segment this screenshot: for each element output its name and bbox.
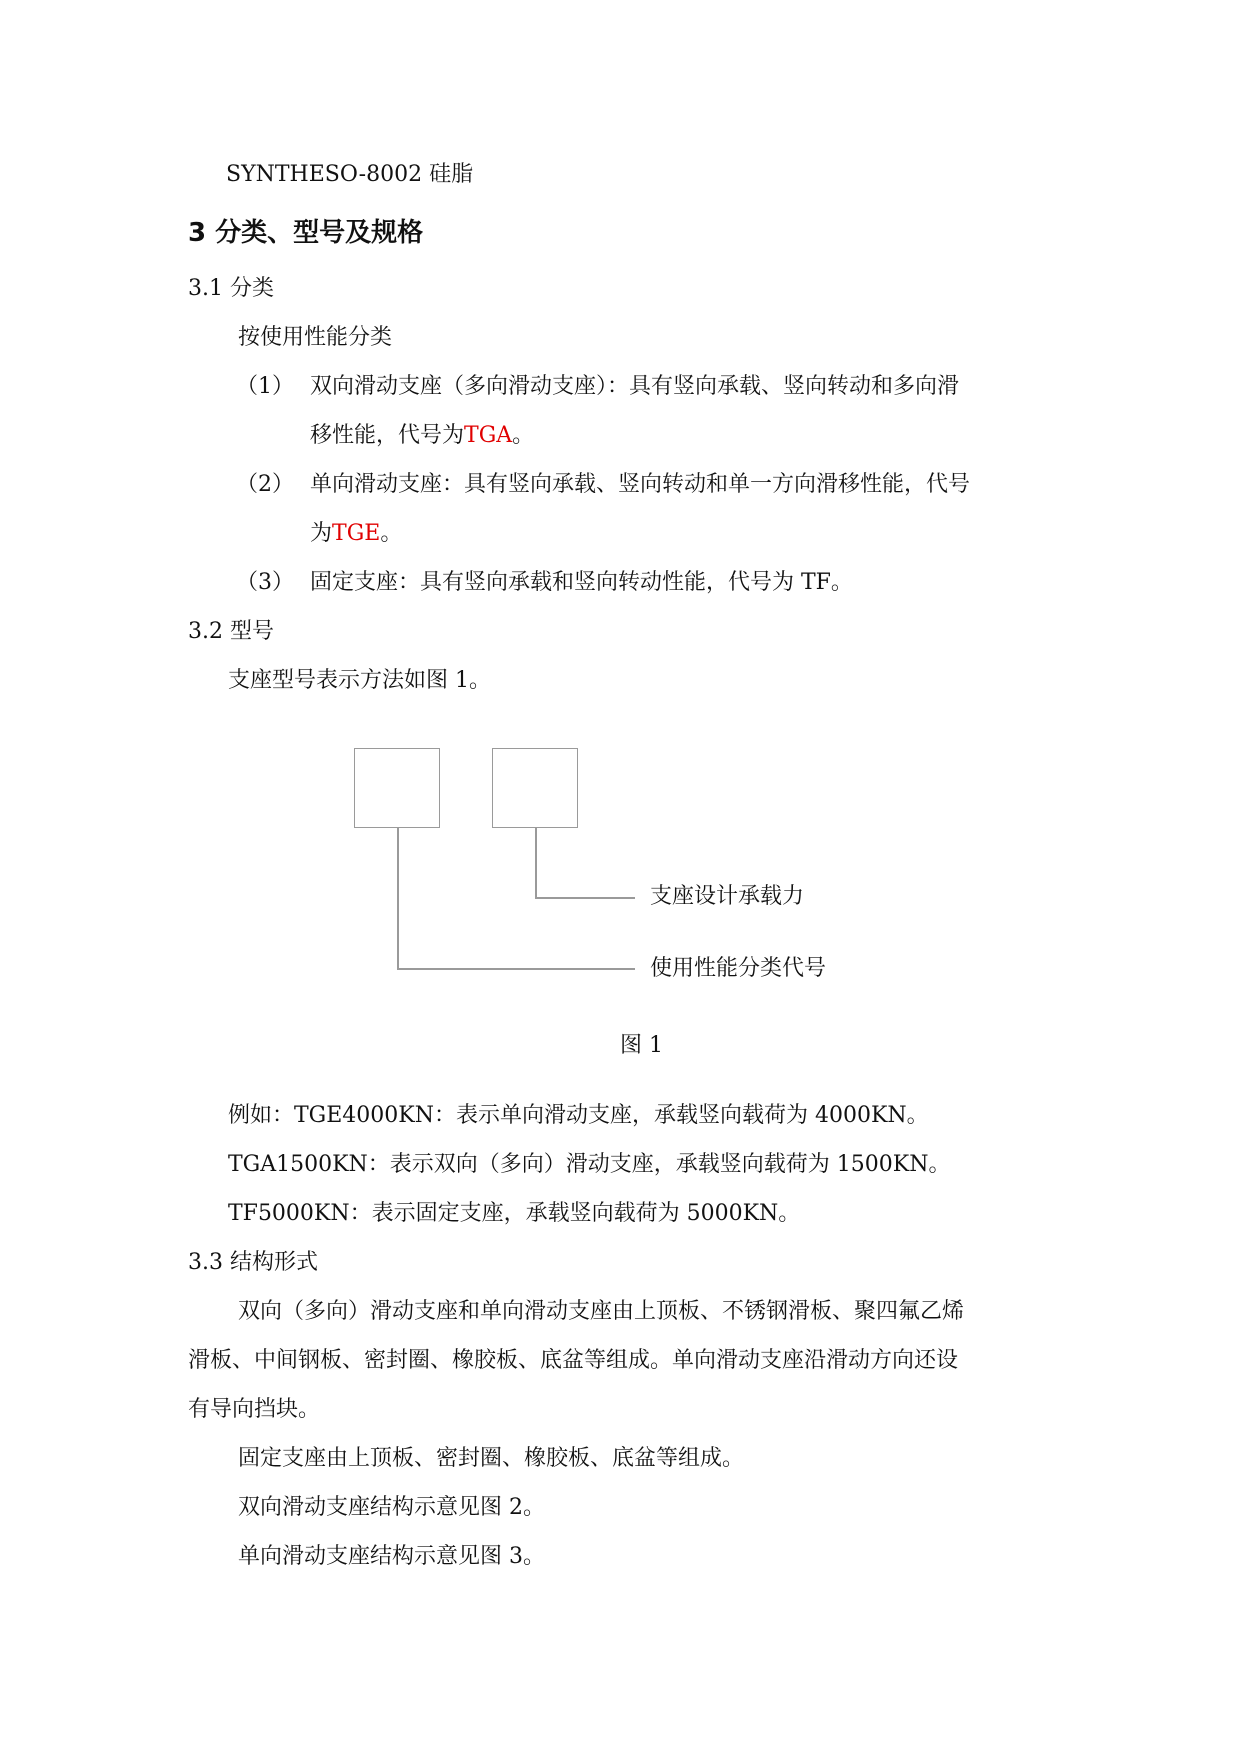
paragraph-line: 双向（多向）滑动支座和单向滑动支座由上顶板、不锈钢滑板、聚四氟乙烯 bbox=[238, 1299, 965, 1324]
subsection-heading-3-1: 3.1 分类 bbox=[188, 276, 274, 301]
code-leader-vertical bbox=[397, 828, 399, 969]
item-text-line1: 双向滑动支座（多向滑动支座）：具有竖向承载、竖向转动和多向滑 bbox=[310, 374, 960, 399]
code-leader-horizontal bbox=[397, 968, 635, 970]
item-text-line1: 固定支座：具有竖向承载和竖向转动性能，代号为 TF。 bbox=[310, 570, 853, 595]
item-text-line2 bbox=[310, 519, 402, 549]
subsection-heading-3-2: 3.2 型号 bbox=[188, 619, 274, 644]
item-text-line2 bbox=[310, 421, 534, 451]
paragraph-line: 滑板、中间钢板、密封圈、橡胶板、底盆等组成。单向滑动支座沿滑动方向还设 bbox=[188, 1348, 959, 1373]
intro-line: SYNTHESO-8002 硅脂 bbox=[226, 162, 474, 187]
section-heading: 3 分类、型号及规格 bbox=[188, 218, 424, 248]
paragraph-line: 有导向挡块。 bbox=[188, 1397, 321, 1422]
item-number: （1） bbox=[236, 374, 294, 399]
item-suffix: 。 bbox=[380, 521, 403, 546]
paragraph-line: 固定支座由上顶板、密封圈、橡胶板、底盆等组成。 bbox=[238, 1446, 745, 1471]
model-description: 支座型号表示方法如图 1。 bbox=[228, 668, 491, 693]
item-prefix: 移性能，代号为 bbox=[310, 423, 465, 448]
example-line: TGA1500KN：表示双向（多向）滑动支座，承载竖向载荷为 1500KN。 bbox=[228, 1152, 951, 1177]
example-line: 例如：TGE4000KN：表示单向滑动支座，承载竖向载荷为 4000KN。 bbox=[228, 1103, 929, 1128]
capacity-leader-vertical bbox=[535, 828, 537, 898]
item-suffix: 。 bbox=[512, 423, 535, 448]
paragraph-line: 单向滑动支座结构示意见图 3。 bbox=[238, 1544, 545, 1569]
item-code: TGA bbox=[464, 423, 513, 448]
paragraph-line: 双向滑动支座结构示意见图 2。 bbox=[238, 1495, 545, 1520]
item-number: （3） bbox=[236, 570, 294, 595]
figure-caption: 图 1 bbox=[620, 1033, 663, 1058]
example-line: TF5000KN：表示固定支座，承载竖向载荷为 5000KN。 bbox=[228, 1201, 801, 1226]
capacity-leader-horizontal bbox=[535, 897, 635, 899]
item-number: （2） bbox=[236, 472, 294, 497]
item-code: TGE bbox=[332, 521, 381, 546]
code-label: 使用性能分类代号 bbox=[650, 956, 827, 981]
classification-subtitle: 按使用性能分类 bbox=[238, 325, 393, 350]
code-box bbox=[354, 748, 440, 828]
subsection-heading-3-3: 3.3 结构形式 bbox=[188, 1250, 318, 1275]
capacity-box bbox=[492, 748, 578, 828]
item-prefix: 为 bbox=[310, 521, 333, 546]
capacity-label: 支座设计承载力 bbox=[650, 884, 805, 909]
item-text-line1: 单向滑动支座：具有竖向承载、竖向转动和单一方向滑移性能，代号 bbox=[310, 472, 971, 497]
